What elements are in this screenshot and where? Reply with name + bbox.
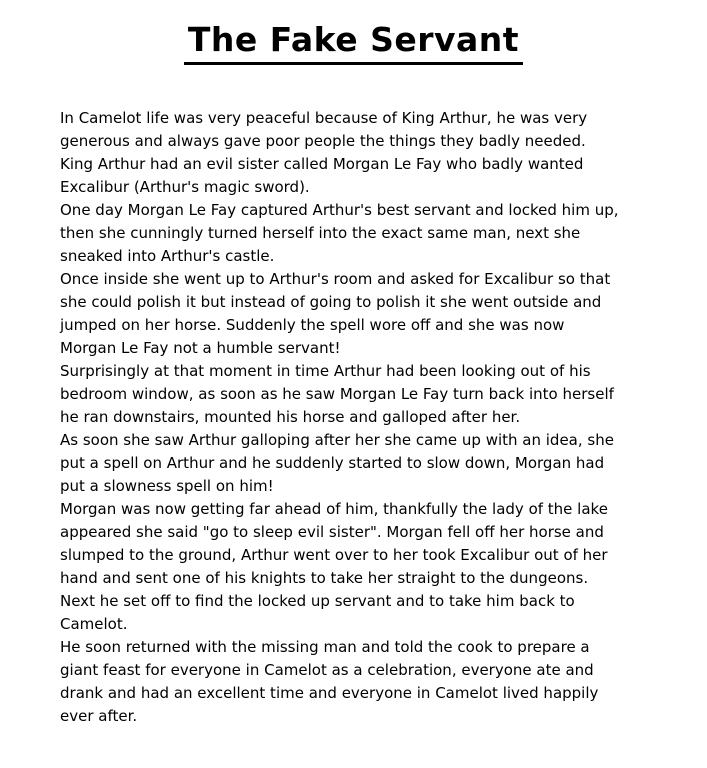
story-line: ever after. (60, 707, 138, 726)
story-line: Morgan Le Fay not a humble servant! (60, 339, 341, 358)
story-line: sneaked into Arthur's castle. (60, 247, 275, 266)
story-line: As soon she saw Arthur galloping after her she came up with an idea, she (60, 431, 614, 450)
story-paragraph (60, 199, 667, 268)
story-paragraph (60, 360, 667, 429)
story-paragraph (60, 429, 667, 498)
story-line: Camelot. (60, 615, 128, 634)
story-line: then she cunningly turned herself into the exact same man, next she (60, 224, 581, 243)
story-line: Surprisingly at that moment in time Arthur had been looking out of his (60, 362, 591, 381)
story-line: put a slowness spell on him! (60, 477, 274, 496)
story-paragraph (60, 590, 667, 636)
story-line: he ran downstairs, mounted his horse and galloped after her. (60, 408, 521, 427)
story-line: One day Morgan Le Fay captured Arthur's best servant and locked him up, (60, 201, 619, 220)
story-line: she could polish it but instead of going to polish it she went outside and (60, 293, 602, 312)
story-paragraph (60, 268, 667, 360)
story-line: drank and had an excellent time and everyone in Camelot lived happily (60, 684, 599, 703)
title-wrap (0, 22, 707, 65)
story-line: Once inside she went up to Arthur's room and asked for Excalibur so that (60, 270, 611, 289)
story-line: bedroom window, as soon as he saw Morgan Le Fay turn back into herself (60, 385, 614, 404)
story-line: hand and sent one of his knights to take her straight to the dungeons. (60, 569, 589, 588)
story-line: put a spell on Arthur and he suddenly started to slow down, Morgan had (60, 454, 605, 473)
story-line: Excalibur (Arthur's magic sword). (60, 178, 310, 197)
story-paragraph (60, 107, 667, 153)
story-line: King Arthur had an evil sister called Morgan Le Fay who badly wanted (60, 155, 584, 174)
story-paragraph (60, 153, 667, 199)
page-title: The Fake Servant (184, 22, 523, 65)
story-line: giant feast for everyone in Camelot as a celebration, everyone ate and (60, 661, 594, 680)
story-line: appeared she said "go to sleep evil sister". Morgan fell off her horse and (60, 523, 604, 542)
story-line: generous and always gave poor people the things they badly needed. (60, 132, 586, 151)
story-line: Morgan was now getting far ahead of him, thankfully the lady of the lake (60, 500, 608, 519)
story-body (60, 107, 667, 728)
story-paragraph (60, 636, 667, 728)
story-line: jumped on her horse. Suddenly the spell wore off and she was now (60, 316, 565, 335)
story-paragraph (60, 498, 667, 590)
story-line: In Camelot life was very peaceful because of King Arthur, he was very (60, 109, 588, 128)
story-line: He soon returned with the missing man and told the cook to prepare a (60, 638, 590, 657)
story-line: Next he set off to find the locked up servant and to take him back to (60, 592, 575, 611)
story-line: slumped to the ground, Arthur went over to her took Excalibur out of her (60, 546, 608, 565)
